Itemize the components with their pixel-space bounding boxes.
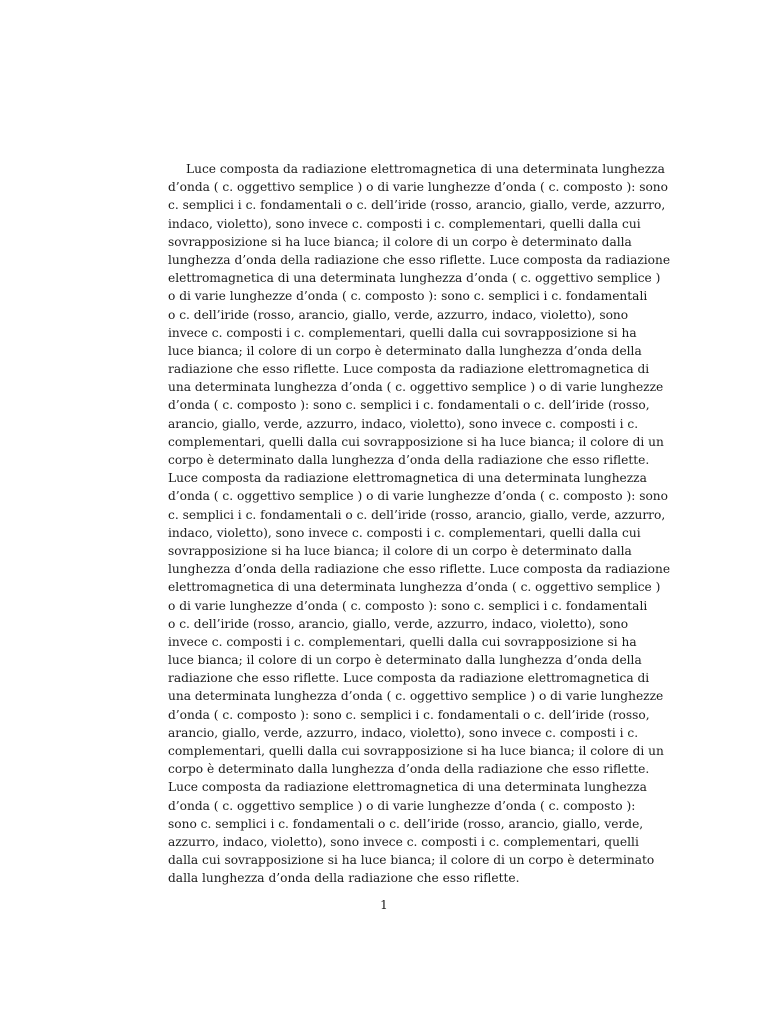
paragraph-line: azzurro, indaco, violetto), sono invece c. composti i c. complementari, quelli (168, 834, 639, 849)
paragraph-line: arancio, giallo, verde, azzurro, indaco, violetto), sono invece c. composti i c. (168, 725, 639, 740)
paragraph-line: d’onda ( c. composto ): sono c. semplici i c. fondamentali o c. dell’iride (rosso, (168, 398, 650, 413)
paragraph-line: c. semplici i c. fondamentali o c. dell’iride (rosso, arancio, giallo, verde, azzurro, (168, 198, 666, 213)
paragraph-line: luce bianca; il colore di un corpo è determinato dalla lunghezza d’onda della (168, 653, 642, 668)
paragraph-line: o di varie lunghezze d’onda ( c. composto ): sono c. semplici i c. fondamentali (168, 598, 648, 613)
paragraph-line: o di varie lunghezze d’onda ( c. composto ): sono c. semplici i c. fondamentali (168, 289, 648, 304)
paragraph-line: lunghezza d’onda della radiazione che esso riflette. Luce composta da radiazione (168, 562, 671, 577)
paragraph-line: Luce composta da radiazione elettromagnetica di una determinata lunghezza (186, 162, 665, 176)
paragraph-line: dalla cui sovrapposizione si ha luce bianca; il colore di un corpo è determinato (168, 853, 655, 868)
paragraph-line: radiazione che esso riflette. Luce composta da radiazione elettromagnetica di (168, 671, 650, 686)
paragraph-line: complementari, quelli dalla cui sovrapposizione si ha luce bianca; il colore di un (168, 744, 664, 758)
paragraph-line: lunghezza d’onda della radiazione che esso riflette. Luce composta da radiazione (168, 252, 671, 267)
paragraph-line: o c. dell’iride (rosso, arancio, giallo, verde, azzurro, indaco, violetto), sono (168, 307, 629, 322)
paragraph-line: o c. dell’iride (rosso, arancio, giallo, verde, azzurro, indaco, violetto), sono (168, 616, 629, 631)
paragraph-line: sono c. semplici i c. fondamentali o c. dell’iride (rosso, arancio, giallo, verde, (168, 816, 644, 831)
paragraph-line: d’onda ( c. oggettivo semplice ) o di varie lunghezze d’onda ( c. composto ): sono (168, 489, 668, 504)
paragraph-line: corpo è determinato dalla lunghezza d’onda della radiazione che esso riflette. (168, 762, 650, 777)
paragraph-line: d’onda ( c. composto ): sono c. semplici i c. fondamentali o c. dell’iride (rosso, (168, 707, 650, 722)
paragraph-line: corpo è determinato dalla lunghezza d’onda della radiazione che esso riflette. (168, 453, 650, 467)
paragraph-line: dalla lunghezza d’onda della radiazione che esso riflette. (168, 871, 520, 886)
paragraph-line: elettromagnetica di una determinata lunghezza d’onda ( c. oggettivo semplice ) (168, 271, 661, 286)
page-number: 1 (380, 898, 388, 912)
paragraph-line: complementari, quelli dalla cui sovrapposizione si ha luce bianca; il colore di un (168, 434, 664, 449)
paragraph-line: radiazione che esso riflette. Luce composta da radiazione elettromagnetica di (168, 362, 650, 377)
paragraph-line: invece c. composti i c. complementari, quelli dalla cui sovrapposizione si ha (168, 325, 637, 340)
paragraph-line: sovrapposizione si ha luce bianca; il colore di un corpo è determinato dalla (168, 543, 632, 558)
paragraph-line: c. semplici i c. fondamentali o c. dell’iride (rosso, arancio, giallo, verde, azzurro, (168, 507, 666, 522)
paragraph-line: arancio, giallo, verde, azzurro, indaco, violetto), sono invece c. composti i c. (168, 416, 639, 431)
body-paragraph (168, 160, 671, 888)
paragraph-line: d’onda ( c. oggettivo semplice ) o di varie lunghezze d’onda ( c. composto ): sono (168, 180, 668, 195)
paragraph-line: Luce composta da radiazione elettromagnetica di una determinata lunghezza (168, 471, 647, 486)
paragraph-line: elettromagnetica di una determinata lunghezza d’onda ( c. oggettivo semplice ) (168, 580, 661, 595)
paragraph-line: luce bianca; il colore di un corpo è determinato dalla lunghezza d’onda della (168, 343, 642, 358)
paragraph-line: indaco, violetto), sono invece c. composti i c. complementari, quelli dalla cui (168, 525, 641, 540)
paragraph-line: una determinata lunghezza d’onda ( c. oggettivo semplice ) o di varie lunghezze (168, 380, 664, 395)
paragraph-line: una determinata lunghezza d’onda ( c. oggettivo semplice ) o di varie lunghezze (168, 689, 664, 704)
paragraph-line: Luce composta da radiazione elettromagnetica di una determinata lunghezza (168, 780, 647, 795)
paragraph-line: indaco, violetto), sono invece c. composti i c. complementari, quelli dalla cui (168, 216, 641, 231)
paragraph-line: sovrapposizione si ha luce bianca; il colore di un corpo è determinato dalla (168, 234, 632, 249)
paragraph-line: invece c. composti i c. complementari, quelli dalla cui sovrapposizione si ha (168, 634, 637, 649)
paragraph-line: d’onda ( c. oggettivo semplice ) o di varie lunghezze d’onda ( c. composto ): (168, 798, 636, 813)
